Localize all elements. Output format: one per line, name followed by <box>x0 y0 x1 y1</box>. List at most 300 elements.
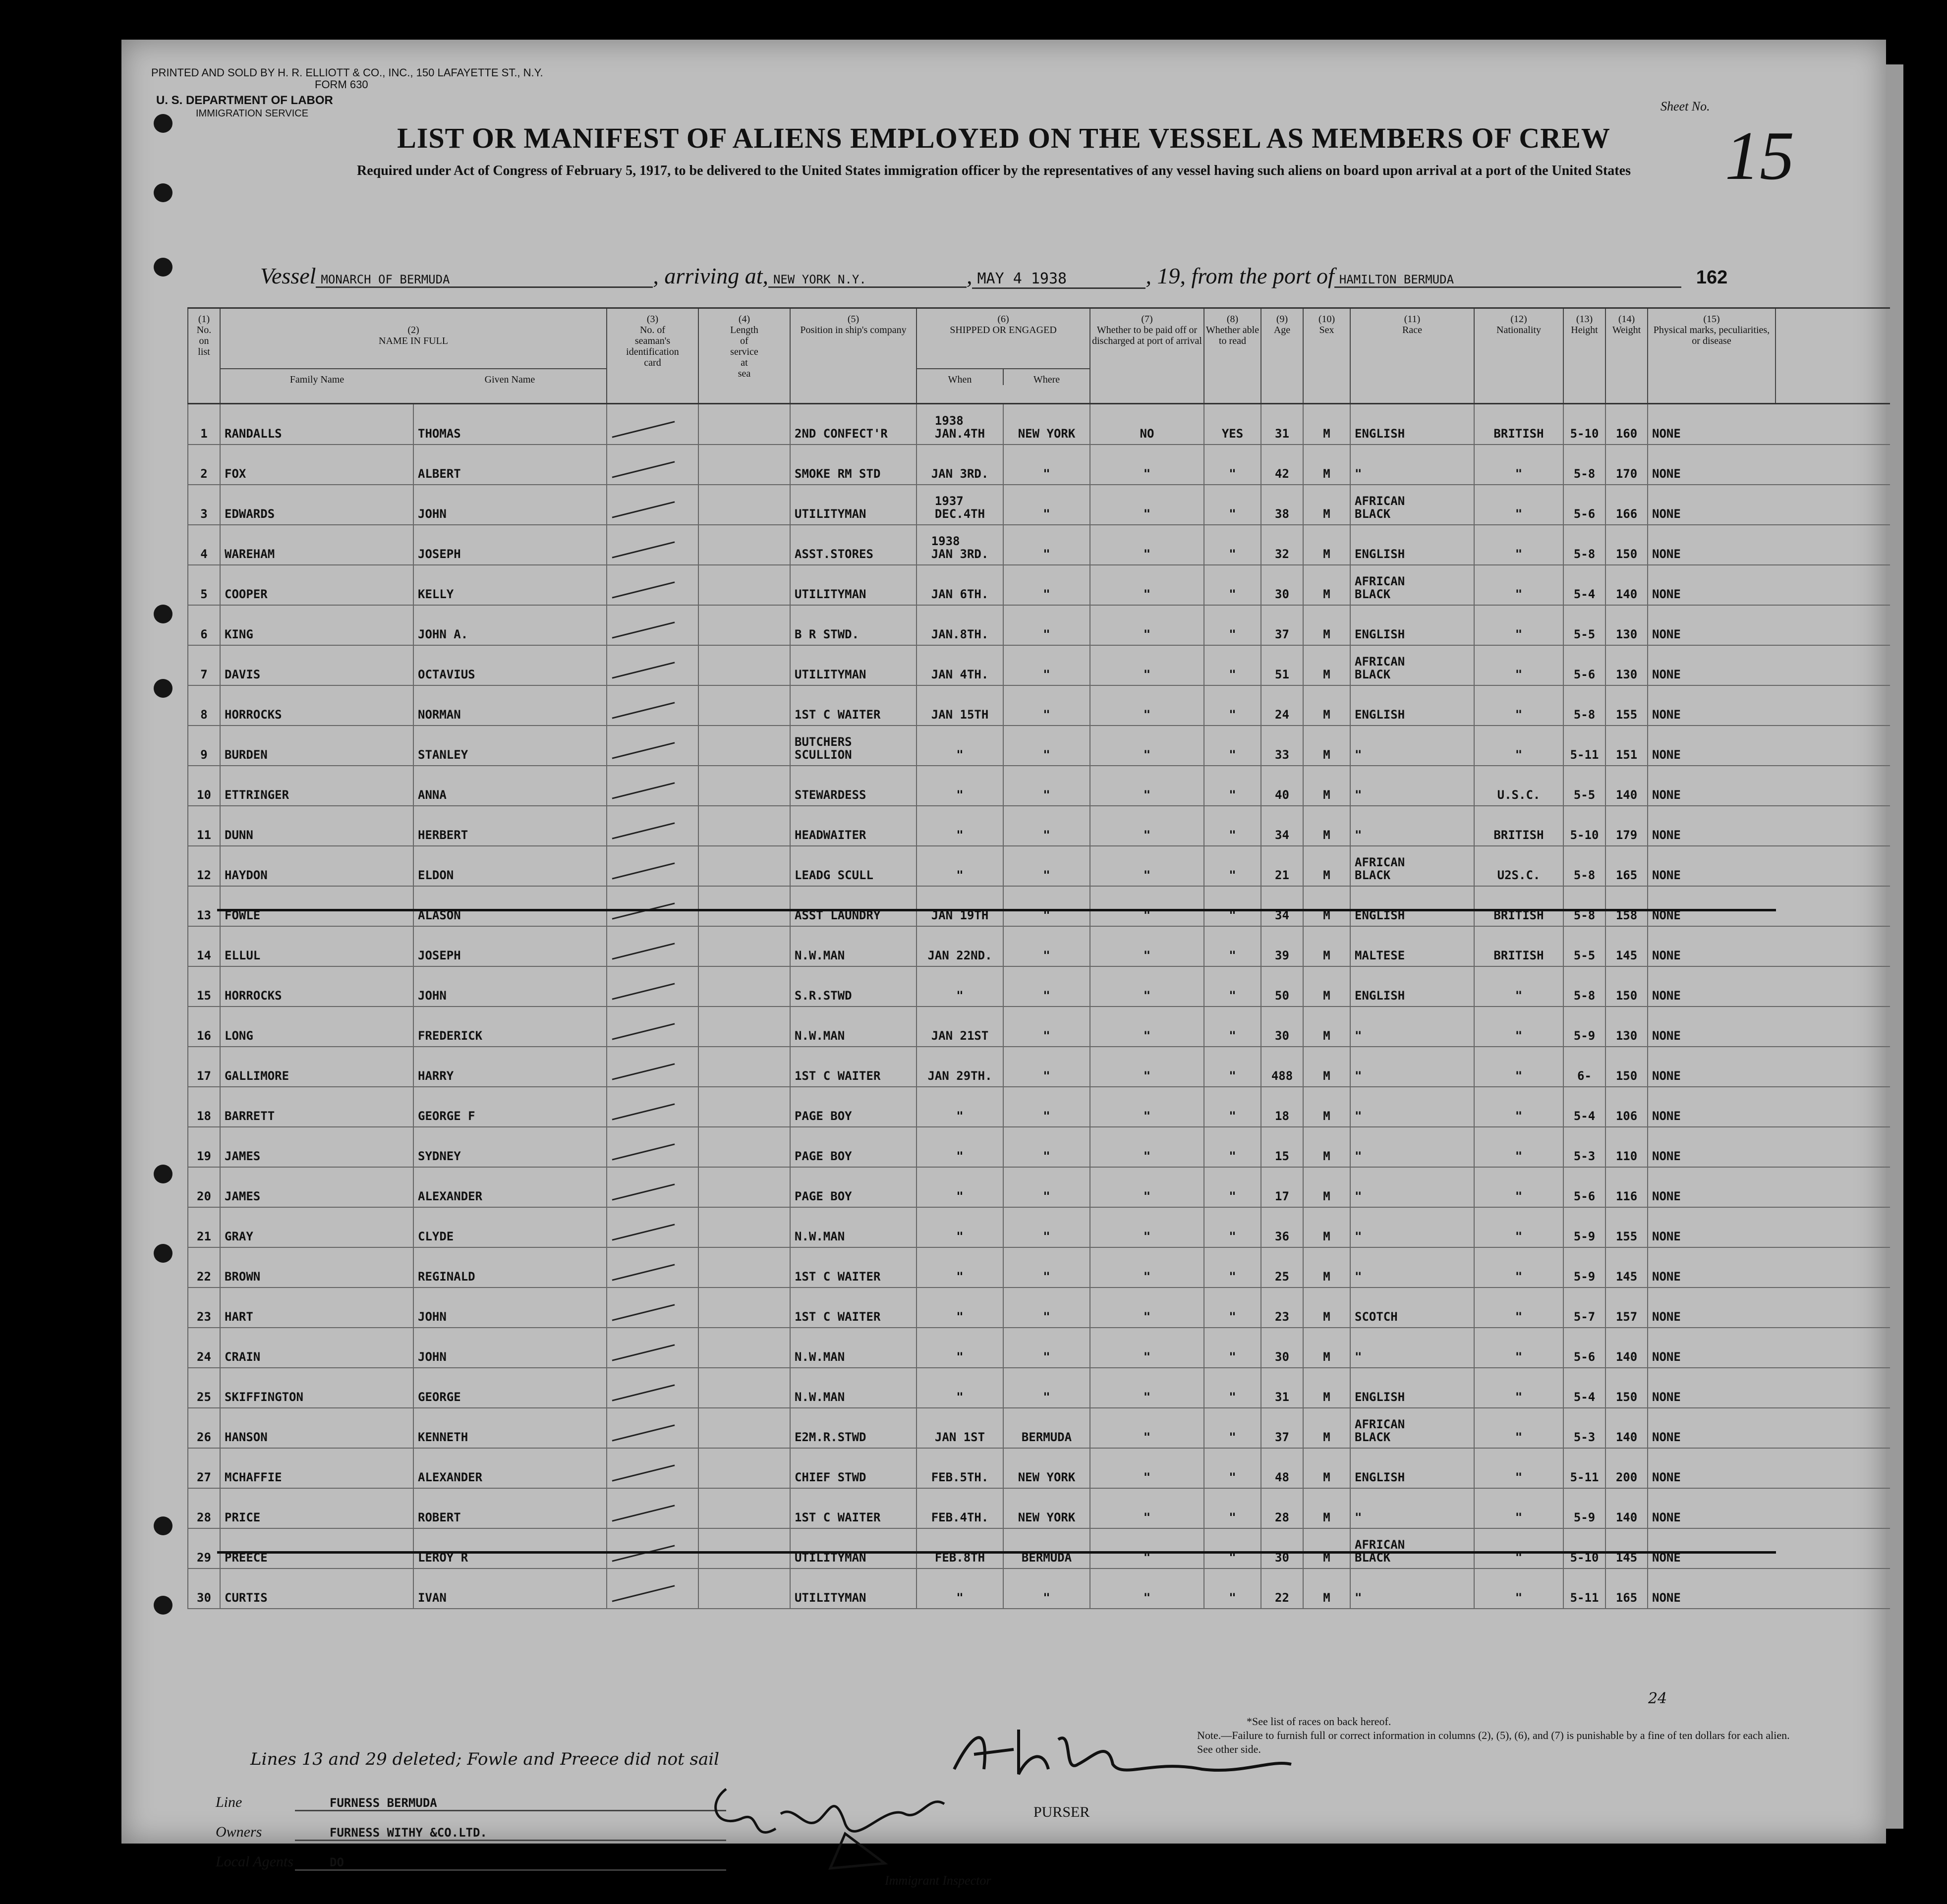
cell-paid: " <box>1089 886 1203 926</box>
punch-hole <box>154 605 172 623</box>
cell-marks: NONE <box>1647 1528 1776 1568</box>
table-row <box>187 1488 1890 1529</box>
cell-family: KING <box>220 605 413 645</box>
cell-age: 48 <box>1260 1448 1303 1488</box>
cell-where: " <box>1003 1247 1089 1287</box>
cell-service <box>698 445 790 484</box>
cell-position: 1ST C WAITER <box>790 1288 916 1327</box>
cell-when: JAN 6TH. <box>916 565 1003 605</box>
cell-read: " <box>1203 1167 1260 1207</box>
cell-when: " <box>916 846 1003 886</box>
cell-read: YES <box>1203 404 1260 444</box>
cell-nat: BRITISH <box>1474 886 1563 926</box>
cell-marks: NONE <box>1647 1288 1776 1327</box>
cell-where: " <box>1003 766 1089 805</box>
cell-when: JAN 15TH <box>916 685 1003 725</box>
owners-value: FURNESS WITHY &CO.LTD. <box>295 1826 726 1841</box>
checkmark-stroke <box>612 983 675 1000</box>
cell-marks: NONE <box>1647 1047 1776 1086</box>
cell-age: 51 <box>1260 645 1303 685</box>
cell-position: 1ST C WAITER <box>790 685 916 725</box>
cell-given: ALEXANDER <box>413 1167 606 1207</box>
cell-when: 1938 JAN 3RD. <box>916 525 1003 564</box>
col-header-given: Given Name <box>484 374 535 385</box>
cell-marks: NONE <box>1647 445 1776 484</box>
cell-given: NORMAN <box>413 685 606 725</box>
cell-nat: " <box>1474 1328 1563 1367</box>
cell-when: FEB.5TH. <box>916 1448 1003 1488</box>
cell-family: DAVIS <box>220 645 413 685</box>
cell-weight: 145 <box>1605 926 1647 966</box>
cell-paid: " <box>1089 806 1203 845</box>
cell-where: " <box>1003 726 1089 765</box>
cell-height: 5-8 <box>1563 445 1605 484</box>
table-row <box>187 1167 1890 1208</box>
cell-position: UTILITYMAN <box>790 485 916 524</box>
cell-given: REGINALD <box>413 1247 606 1287</box>
table-row <box>187 846 1890 887</box>
cell-paid: " <box>1089 1288 1203 1327</box>
col-header-nationality: (12) Nationality <box>1474 309 1563 403</box>
cell-read: " <box>1203 766 1260 805</box>
cell-nat: " <box>1474 726 1563 765</box>
cell-sex: M <box>1303 846 1350 886</box>
cell-sex: M <box>1303 445 1350 484</box>
cell-when: " <box>916 1328 1003 1367</box>
cell-sex: M <box>1303 565 1350 605</box>
cell-age: 34 <box>1260 886 1303 926</box>
table-row <box>187 1528 1890 1569</box>
cell-where: " <box>1003 1288 1089 1327</box>
cell-where: BERMUDA <box>1003 1408 1089 1448</box>
col-header-shipped-title: (6) SHIPPED OR ENGAGED <box>950 314 1057 336</box>
cell-sex: M <box>1303 1167 1350 1207</box>
cell-family: HART <box>220 1288 413 1327</box>
col-header-when: When <box>948 374 972 385</box>
cell-race: ENGLISH <box>1350 966 1474 1006</box>
cell-weight: 140 <box>1605 1328 1647 1367</box>
cell-marks: NONE <box>1647 1448 1776 1488</box>
cell-nat: " <box>1474 1047 1563 1086</box>
cell-race: ENGLISH <box>1350 1448 1474 1488</box>
cell-no: 18 <box>187 1087 220 1126</box>
table-row <box>187 726 1890 766</box>
cell-age: 39 <box>1260 926 1303 966</box>
cell-no: 14 <box>187 926 220 966</box>
inspector-signature <box>696 1774 974 1873</box>
cell-read: " <box>1203 1328 1260 1367</box>
cell-given: GEORGE <box>413 1368 606 1407</box>
cell-service <box>698 1568 790 1608</box>
cell-when: " <box>916 1288 1003 1327</box>
cell-read: " <box>1203 1528 1260 1568</box>
cell-marks: NONE <box>1647 846 1776 886</box>
cell-nat: " <box>1474 1127 1563 1167</box>
cell-weight: 170 <box>1605 445 1647 484</box>
cell-nat: " <box>1474 1207 1563 1247</box>
cell-read: " <box>1203 1408 1260 1448</box>
cell-weight: 110 <box>1605 1127 1647 1167</box>
cell-marks: NONE <box>1647 1087 1776 1126</box>
cell-height: 5-8 <box>1563 886 1605 926</box>
cell-position: ASST LAUNDRY <box>790 886 916 926</box>
col-header-where: Where <box>1003 369 1089 385</box>
cell-no: 25 <box>187 1368 220 1407</box>
cell-when: " <box>916 1207 1003 1247</box>
cell-service <box>698 645 790 685</box>
departure-port: HAMILTON BERMUDA <box>1334 273 1681 288</box>
cell-read: " <box>1203 445 1260 484</box>
cell-no: 2 <box>187 445 220 484</box>
cell-paid: " <box>1089 565 1203 605</box>
table-row <box>187 565 1890 606</box>
cell-paid: " <box>1089 685 1203 725</box>
cell-no: 27 <box>187 1448 220 1488</box>
cell-where: BERMUDA <box>1003 1528 1089 1568</box>
cell-marks: NONE <box>1647 806 1776 845</box>
cell-height: 5-8 <box>1563 685 1605 725</box>
cell-race: AFRICAN BLACK <box>1350 846 1474 886</box>
cell-sex: M <box>1303 926 1350 966</box>
cell-position: UTILITYMAN <box>790 1528 916 1568</box>
cell-height: 5-10 <box>1563 806 1605 845</box>
cell-card <box>606 1568 698 1608</box>
cell-marks: NONE <box>1647 404 1776 444</box>
col-header-age: (9) Age <box>1260 309 1303 403</box>
cell-family: HAYDON <box>220 846 413 886</box>
cell-position: CHIEF STWD <box>790 1448 916 1488</box>
cell-weight: 179 <box>1605 806 1647 845</box>
cell-family: ELLUL <box>220 926 413 966</box>
cell-when: " <box>916 726 1003 765</box>
cell-race: " <box>1350 726 1474 765</box>
cell-height: 5-8 <box>1563 966 1605 1006</box>
cell-given: OCTAVIUS <box>413 645 606 685</box>
cell-position: STEWARDESS <box>790 766 916 805</box>
cell-read: " <box>1203 846 1260 886</box>
cell-given: GEORGE F <box>413 1087 606 1126</box>
service-name: IMMIGRATION SERVICE <box>196 108 309 119</box>
cell-paid: " <box>1089 525 1203 564</box>
cell-given: JOHN <box>413 1288 606 1327</box>
cell-marks: NONE <box>1647 926 1776 966</box>
cell-family: GRAY <box>220 1207 413 1247</box>
cell-height: 5-4 <box>1563 565 1605 605</box>
cell-card <box>606 525 698 564</box>
cell-nat: " <box>1474 525 1563 564</box>
cell-when: JAN 1ST <box>916 1408 1003 1448</box>
line-value: FURNESS BERMUDA <box>295 1796 726 1811</box>
cell-service <box>698 1167 790 1207</box>
cell-race: ENGLISH <box>1350 404 1474 444</box>
cell-age: 30 <box>1260 1528 1303 1568</box>
cell-weight: 130 <box>1605 605 1647 645</box>
cell-age: 24 <box>1260 685 1303 725</box>
cell-family: BARRETT <box>220 1087 413 1126</box>
cell-position: N.W.MAN <box>790 1368 916 1407</box>
cell-height: 5-8 <box>1563 846 1605 886</box>
cell-where: " <box>1003 1368 1089 1407</box>
cell-age: 32 <box>1260 525 1303 564</box>
cell-weight: 140 <box>1605 766 1647 805</box>
cell-race: AFRICAN BLACK <box>1350 565 1474 605</box>
col-header-name <box>220 309 606 403</box>
punch-hole <box>154 679 172 698</box>
cell-age: 38 <box>1260 485 1303 524</box>
fine-note: Note.—Failure to furnish full or correct information in columns (2), (5), (6), and (7) is punishable by a fine of ten dollars for each alien. See other side. <box>1197 1729 1790 1755</box>
cell-position: N.W.MAN <box>790 1328 916 1367</box>
cell-height: 5-7 <box>1563 1288 1605 1327</box>
cell-family: GALLIMORE <box>220 1047 413 1086</box>
cell-age: 28 <box>1260 1488 1303 1528</box>
cell-given: THOMAS <box>413 404 606 444</box>
cell-height: 5-10 <box>1563 404 1605 444</box>
cell-where: " <box>1003 926 1089 966</box>
cell-height: 5-8 <box>1563 525 1605 564</box>
checkmark-stroke <box>612 702 675 719</box>
cell-paid: " <box>1089 1207 1203 1247</box>
cell-no: 17 <box>187 1047 220 1086</box>
cell-read: " <box>1203 966 1260 1006</box>
cell-age: 42 <box>1260 445 1303 484</box>
cell-position: S.R.STWD <box>790 966 916 1006</box>
cell-given: ELDON <box>413 846 606 886</box>
cell-read: " <box>1203 1488 1260 1528</box>
cell-race: " <box>1350 1568 1474 1608</box>
table-row <box>187 1007 1890 1047</box>
owners-label: Owners <box>216 1824 262 1840</box>
cell-card <box>606 565 698 605</box>
cell-weight: 155 <box>1605 1207 1647 1247</box>
punch-hole <box>154 258 172 277</box>
cell-race: " <box>1350 1047 1474 1086</box>
checkmark-stroke <box>612 1384 675 1401</box>
cell-given: JOHN <box>413 966 606 1006</box>
cell-weight: 140 <box>1605 565 1647 605</box>
cell-weight: 157 <box>1605 1288 1647 1327</box>
cell-given: IVAN <box>413 1568 606 1608</box>
cell-race: ENGLISH <box>1350 525 1474 564</box>
col-header-position: (5) Position in ship's company <box>790 309 916 403</box>
table-row <box>187 1328 1890 1368</box>
cell-paid: " <box>1089 1047 1203 1086</box>
cell-family: COOPER <box>220 565 413 605</box>
cell-family: DUNN <box>220 806 413 845</box>
table-body <box>187 404 1890 1609</box>
cell-no: 10 <box>187 766 220 805</box>
arrival-port: NEW YORK N.Y. <box>768 273 967 288</box>
cell-card <box>606 685 698 725</box>
cell-weight: 140 <box>1605 1408 1647 1448</box>
cell-no: 11 <box>187 806 220 845</box>
cell-weight: 116 <box>1605 1167 1647 1207</box>
checkmark-stroke <box>612 1224 675 1240</box>
cell-card <box>606 766 698 805</box>
cell-service <box>698 1448 790 1488</box>
cell-marks: NONE <box>1647 726 1776 765</box>
cell-paid: " <box>1089 1127 1203 1167</box>
cell-service <box>698 1368 790 1407</box>
cell-when: " <box>916 1127 1003 1167</box>
cell-age: 50 <box>1260 966 1303 1006</box>
cell-given: LEROY R <box>413 1528 606 1568</box>
cell-sex: M <box>1303 1408 1350 1448</box>
cell-read: " <box>1203 1087 1260 1126</box>
table-row <box>187 1047 1890 1087</box>
checkmark-stroke <box>612 1023 675 1040</box>
cell-nat: U2S.C. <box>1474 846 1563 886</box>
inspector-label: Immigrant Inspector <box>885 1873 991 1888</box>
cell-height: 5-9 <box>1563 1247 1605 1287</box>
cell-paid: " <box>1089 1087 1203 1126</box>
cell-nat: " <box>1474 1007 1563 1046</box>
cell-sex: M <box>1303 645 1350 685</box>
cell-card <box>606 1247 698 1287</box>
cell-where: " <box>1003 846 1089 886</box>
cell-service <box>698 926 790 966</box>
cell-sex: M <box>1303 1127 1350 1167</box>
cell-where: " <box>1003 1167 1089 1207</box>
cell-weight: 145 <box>1605 1247 1647 1287</box>
cell-position: HEADWAITER <box>790 806 916 845</box>
cell-height: 5-5 <box>1563 766 1605 805</box>
col-header-marks: (15) Physical marks, peculiarities, or disease <box>1647 309 1776 403</box>
cell-weight: 166 <box>1605 485 1647 524</box>
cell-paid: " <box>1089 726 1203 765</box>
cell-card <box>606 1368 698 1407</box>
table-row <box>187 1448 1890 1489</box>
cell-position: 1ST C WAITER <box>790 1488 916 1528</box>
cell-sex: M <box>1303 1568 1350 1608</box>
cell-nat: " <box>1474 1288 1563 1327</box>
table-row <box>187 485 1890 525</box>
cell-service <box>698 806 790 845</box>
cell-marks: NONE <box>1647 605 1776 645</box>
cell-card <box>606 1207 698 1247</box>
cell-nat: " <box>1474 1568 1563 1608</box>
cell-age: 34 <box>1260 806 1303 845</box>
col-header-family: Family Name <box>289 374 344 385</box>
cell-marks: NONE <box>1647 1368 1776 1407</box>
cell-sex: M <box>1303 1247 1350 1287</box>
cell-position: N.W.MAN <box>790 1207 916 1247</box>
cell-when: JAN 22ND. <box>916 926 1003 966</box>
punch-hole <box>154 1596 172 1615</box>
cell-no: 9 <box>187 726 220 765</box>
cell-read: " <box>1203 886 1260 926</box>
cell-no: 28 <box>187 1488 220 1528</box>
cell-family: ETTRINGER <box>220 766 413 805</box>
cell-when: " <box>916 1247 1003 1287</box>
col-header-paid: (7) Whether to be paid off or discharged at port of arrival <box>1089 309 1203 403</box>
cell-weight: 200 <box>1605 1448 1647 1488</box>
table-header <box>187 307 1890 404</box>
cell-age: 40 <box>1260 766 1303 805</box>
cell-weight: 155 <box>1605 685 1647 725</box>
checkmark-stroke <box>612 461 675 478</box>
cell-paid: " <box>1089 846 1203 886</box>
cell-height: 5-6 <box>1563 1167 1605 1207</box>
cell-no: 3 <box>187 485 220 524</box>
table-row <box>187 966 1890 1007</box>
cell-age: 22 <box>1260 1568 1303 1608</box>
cell-card <box>606 1448 698 1488</box>
table-row <box>187 1087 1890 1127</box>
cell-height: 5-9 <box>1563 1207 1605 1247</box>
cell-race: " <box>1350 1328 1474 1367</box>
cell-given: JOHN <box>413 1328 606 1367</box>
cell-where: " <box>1003 525 1089 564</box>
cell-race: " <box>1350 806 1474 845</box>
cell-weight: 158 <box>1605 886 1647 926</box>
cell-no: 19 <box>187 1127 220 1167</box>
cell-nat: " <box>1474 565 1563 605</box>
form-title: LIST OR MANIFEST OF ALIENS EMPLOYED ON THE VESSEL AS MEMBERS OF CREW <box>397 122 1610 154</box>
col-header-shipped <box>916 309 1089 403</box>
cell-given: ALASON <box>413 886 606 926</box>
cell-when: 1938 JAN.4TH <box>916 404 1003 444</box>
cell-given: JOHN <box>413 485 606 524</box>
cell-height: 5-6 <box>1563 485 1605 524</box>
cell-read: " <box>1203 1047 1260 1086</box>
cell-where: " <box>1003 1007 1089 1046</box>
cell-position: B R STWD. <box>790 605 916 645</box>
cell-weight: 145 <box>1605 1528 1647 1568</box>
cell-where: " <box>1003 485 1089 524</box>
cell-where: " <box>1003 1047 1089 1086</box>
manifest-sheet <box>121 40 1886 1888</box>
form-number: FORM 630 <box>315 78 368 91</box>
cell-paid: " <box>1089 485 1203 524</box>
cell-when: " <box>916 966 1003 1006</box>
cell-nat: BRITISH <box>1474 404 1563 444</box>
cell-nat: BRITISH <box>1474 806 1563 845</box>
cell-no: 15 <box>187 966 220 1006</box>
cell-position: PAGE BOY <box>790 1167 916 1207</box>
checkmark-stroke <box>612 1103 675 1120</box>
cell-nat: " <box>1474 1448 1563 1488</box>
cell-paid: " <box>1089 766 1203 805</box>
cell-service <box>698 1328 790 1367</box>
cell-weight: 130 <box>1605 1007 1647 1046</box>
cell-position: SMOKE RM STD <box>790 445 916 484</box>
col-header-race: (11) Race <box>1350 309 1474 403</box>
cell-race: ENGLISH <box>1350 685 1474 725</box>
cell-age: 488 <box>1260 1047 1303 1086</box>
cell-given: HARRY <box>413 1047 606 1086</box>
cell-position: 1ST C WAITER <box>790 1047 916 1086</box>
cell-when: FEB.8TH <box>916 1528 1003 1568</box>
cell-age: 30 <box>1260 1328 1303 1367</box>
cell-no: 7 <box>187 645 220 685</box>
table-row <box>187 1568 1890 1609</box>
cell-marks: NONE <box>1647 1247 1776 1287</box>
cell-sex: M <box>1303 886 1350 926</box>
checkmark-stroke <box>612 902 675 919</box>
cell-given: ROBERT <box>413 1488 606 1528</box>
cell-given: JOSEPH <box>413 525 606 564</box>
cell-read: " <box>1203 565 1260 605</box>
cell-family: EDWARDS <box>220 485 413 524</box>
cell-card <box>606 1047 698 1086</box>
cell-nat: " <box>1474 1247 1563 1287</box>
checkmark-stroke <box>612 822 675 839</box>
cell-race: " <box>1350 1087 1474 1126</box>
cell-when: JAN 21ST <box>916 1007 1003 1046</box>
cell-where: NEW YORK <box>1003 1488 1089 1528</box>
cell-age: 30 <box>1260 565 1303 605</box>
table-row <box>187 404 1890 445</box>
